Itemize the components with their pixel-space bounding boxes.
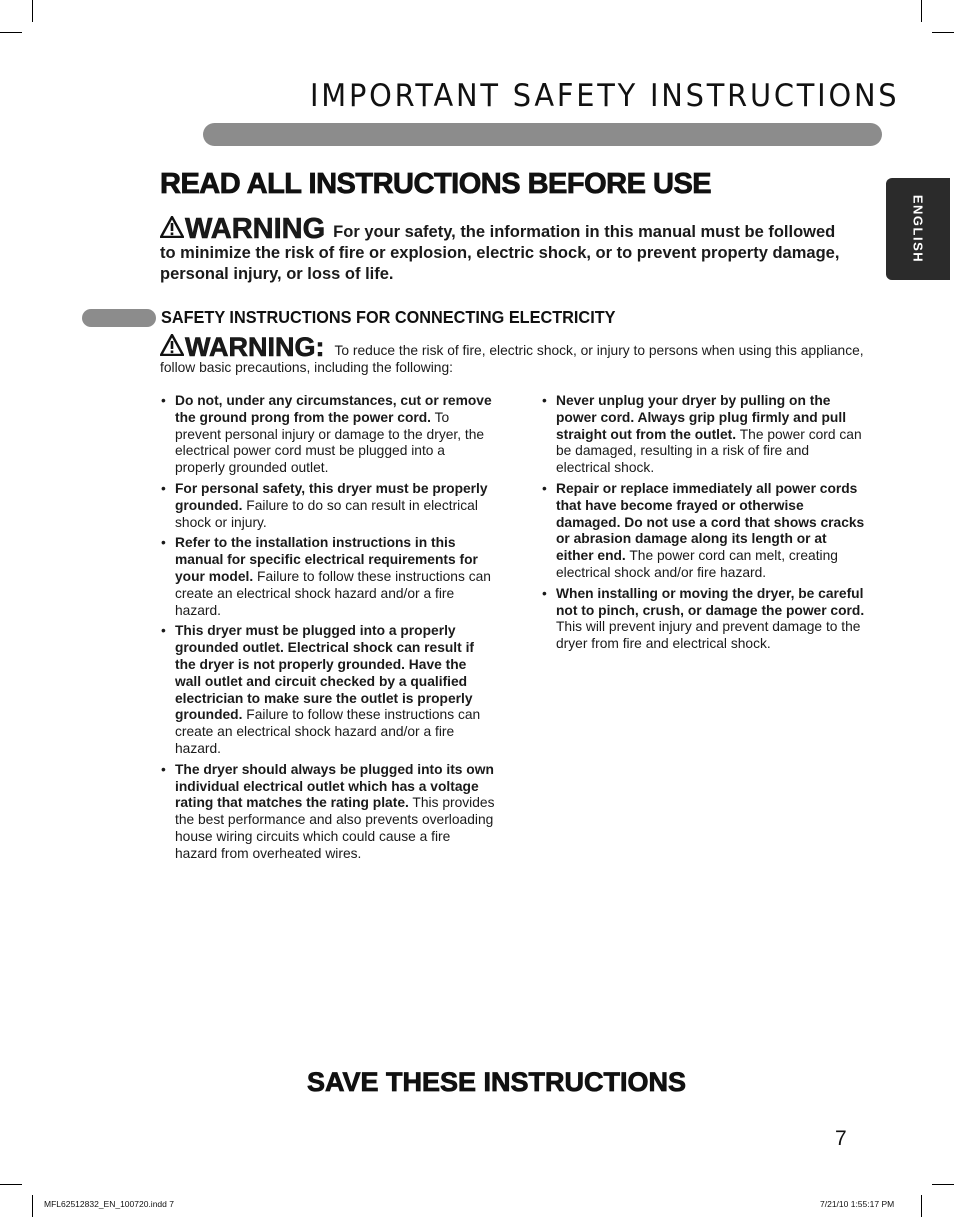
warning-label: WARNING:: [185, 332, 325, 362]
crop-mark: [32, 0, 33, 22]
list-item: • For personal safety, this dryer must be properly grounded. Failure to do so can result in electrical shock or injury.: [160, 481, 495, 531]
list-item: • Repair or replace immediately all power cords that have become frayed or otherwise damaged. Do not use a cord that shows cracks or abrasion damage along its length or at either end. The power cord can melt, creating electrical shock and/or fire hazard.: [541, 481, 867, 582]
warning-triangle-icon: [160, 216, 184, 238]
crop-mark: [932, 32, 954, 33]
timestamp-slug: 7/21/10 1:55:17 PM: [820, 1199, 895, 1209]
intro-warning-text: For your safety, the information in this manual must be followed to minimize the risk of fire or explosion, electric shock, or to prevent property damage, personal injury, or loss of life.: [160, 223, 840, 283]
crop-mark: [0, 32, 22, 33]
list-item: • Refer to the installation instructions in this manual for specific electrical requirements for your model. Failure to follow these instructions can create an electrical shock hazard and/or a fire hazard.: [160, 535, 495, 619]
list-item: • This dryer must be plugged into a properly grounded outlet. Electrical shock can result if the dryer is not properly grounded. Have the wall outlet and circuit checked by a qualified electrician to make sure the outlet is properly grounded. Failure to follow these instructions can create an electrical shock hazard and/or a fire hazard.: [160, 623, 495, 757]
page-title: IMPORTANT SAFETY INSTRUCTIONS: [310, 78, 900, 114]
list-item: • When installing or moving the dryer, be careful not to pinch, crush, or damage the power cord. This will prevent injury and prevent damage to the dryer from fire and electrical shock.: [541, 586, 867, 653]
intro-warning: [160, 213, 840, 285]
warning-label: WARNING: [185, 213, 326, 245]
crop-mark: [0, 1184, 22, 1185]
list-item: • The dryer should always be plugged into its own individual electrical outlet which has a voltage rating that matches the rating plate. This provides the best performance and also prevents overloading house wiring circuits which could cause a fire hazard from overheated wires.: [160, 762, 495, 863]
read-all-heading: READ ALL INSTRUCTIONS BEFORE USE: [160, 168, 712, 200]
file-slug: MFL62512832_EN_100720.indd 7: [44, 1199, 174, 1209]
section-warning: [160, 334, 880, 376]
left-instruction-list: [160, 393, 495, 867]
language-tab-label: ENGLISH: [910, 194, 926, 264]
language-tab: [886, 178, 950, 280]
section-warning-text: To reduce the risk of fire, electric shock, or injury to persons when using this appliance, follow basic precautions, including the following:: [160, 343, 864, 375]
page-number: 7: [835, 1127, 847, 1150]
warning-triangle-icon: [160, 334, 184, 356]
section-marker-pill: [82, 309, 156, 327]
right-instruction-list: [541, 393, 867, 657]
list-item: • Do not, under any circumstances, cut or remove the ground prong from the power cord. To prevent personal injury or damage to the dryer, the electrical power cord must be plugged into a properly grounded outlet.: [160, 393, 495, 477]
save-instructions-heading: SAVE THESE INSTRUCTIONS: [307, 1067, 687, 1097]
crop-mark: [932, 1184, 954, 1185]
crop-mark: [921, 1195, 922, 1217]
title-underline-bar: [203, 123, 882, 146]
crop-mark: [921, 0, 922, 22]
list-item: • Never unplug your dryer by pulling on the power cord. Always grip plug firmly and pull straight out from the outlet. The power cord can be damaged, resulting in a risk of fire and electrical shock.: [541, 393, 867, 477]
section-title: SAFETY INSTRUCTIONS FOR CONNECTING ELECTRICITY: [161, 307, 616, 327]
crop-mark: [32, 1195, 33, 1217]
